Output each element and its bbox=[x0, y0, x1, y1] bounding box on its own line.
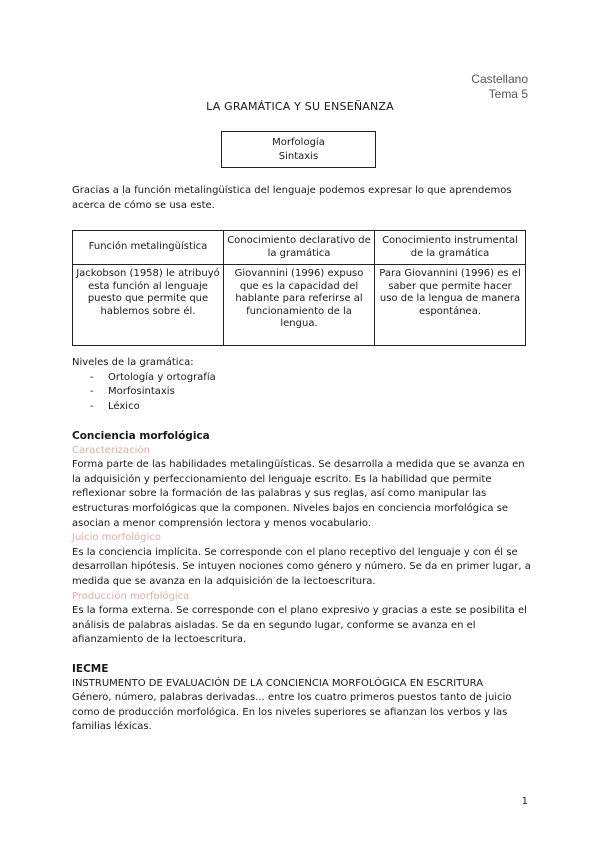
list-item: - Morfosintaxis bbox=[72, 385, 532, 400]
table-row bbox=[73, 265, 526, 346]
table-header-cell: Función metalingüística bbox=[73, 231, 224, 265]
produccion-text: Es la forma externa. Se corresponde con el plano expresivo y gracias a este se posibilita el análisis de palabras aisladas. Se da en segundo lugar, conforme se avanza en el afianzamiento de la lectoescritura. bbox=[72, 605, 527, 646]
juicio-text: Es la conciencia implícita. Se corresponde con el plano receptivo del lenguaje y con él se desarrollan hipótesis. Se intuyen nociones como género y número. Se da en primer lugar, a medida que se avanza en la adquisición de la lectoescritura. bbox=[72, 546, 531, 587]
header-topic: Tema 5 bbox=[488, 87, 528, 101]
subsection-title: Juicio morfológico bbox=[72, 532, 161, 544]
table-header-row bbox=[73, 231, 526, 265]
conciencia-section bbox=[72, 429, 532, 648]
iecme-section bbox=[72, 662, 532, 735]
caracterizacion-text: Forma parte de las habilidades metalingüísticas. Se desarrolla a medida que se avanza en la adquisición y perfeccionamiento del lenguaje escrito. Es la habilidad que permite reflexionar sobre la formación de las palabras y sus reglas, así como manipular las estructuras morfológicas que la componen. Niveles bajos en conciencia morfológica se asocian a menor comprensión lectora y menos vocabulario. bbox=[72, 459, 525, 529]
section-title: Conciencia morfológica bbox=[72, 430, 210, 442]
topic-box bbox=[221, 131, 376, 168]
header-subject: Castellano bbox=[471, 72, 528, 86]
table-cell: Giovannini (1996) expuso que es la capacidad del hablante para referirse al funcionamiento de la lengua. bbox=[224, 265, 375, 346]
topic-box-line-2: Sintaxis bbox=[278, 151, 319, 162]
comparison-table bbox=[72, 230, 526, 346]
intro-paragraph: Gracias a la función metalingüística del lenguaje podemos expresar lo que aprendemos acerca de cómo se usa este. bbox=[72, 185, 512, 211]
table-header-cell: Conocimiento declarativo de la gramática bbox=[224, 231, 375, 265]
table-header-cell: Conocimiento instrumental de la gramática bbox=[375, 231, 526, 265]
table-cell: Jackobson (1958) le atribuyó esta función al lenguaje puesto que permite que hablemos sobre él. bbox=[73, 265, 224, 346]
table-cell: Para Giovannini (1996) es el saber que permite hacer uso de la lengua de manera espontánea. bbox=[375, 265, 526, 346]
subsection-title: Producción morfológica bbox=[72, 590, 190, 602]
page-header bbox=[471, 72, 528, 102]
iecme-text: Género, número, palabras derivadas... entre los cuatro primeros puestos tanto de juicio como de producción morfológica. En los niveles superiores se afianzan los verbos y las familias léxicas. bbox=[72, 692, 512, 733]
grammar-levels bbox=[72, 356, 532, 414]
list-item: - Léxico bbox=[72, 400, 532, 415]
list-item: - Ortología y ortografía bbox=[72, 371, 532, 386]
topic-box-line-1: Morfología bbox=[272, 137, 325, 148]
page-title: LA GRAMÁTICA Y SU ENSEÑANZA bbox=[206, 100, 394, 113]
levels-intro: Niveles de la gramática: bbox=[72, 357, 194, 368]
levels-list bbox=[72, 371, 532, 415]
page-number: 1 bbox=[521, 796, 528, 807]
iecme-subtitle: INSTRUMENTO DE EVALUACIÓN DE LA CONCIENCIA MORFOLÓGICA EN ESCRITURA bbox=[72, 677, 484, 689]
section-title: IECME bbox=[72, 663, 109, 675]
subsection-title: Caracterización bbox=[72, 444, 150, 456]
